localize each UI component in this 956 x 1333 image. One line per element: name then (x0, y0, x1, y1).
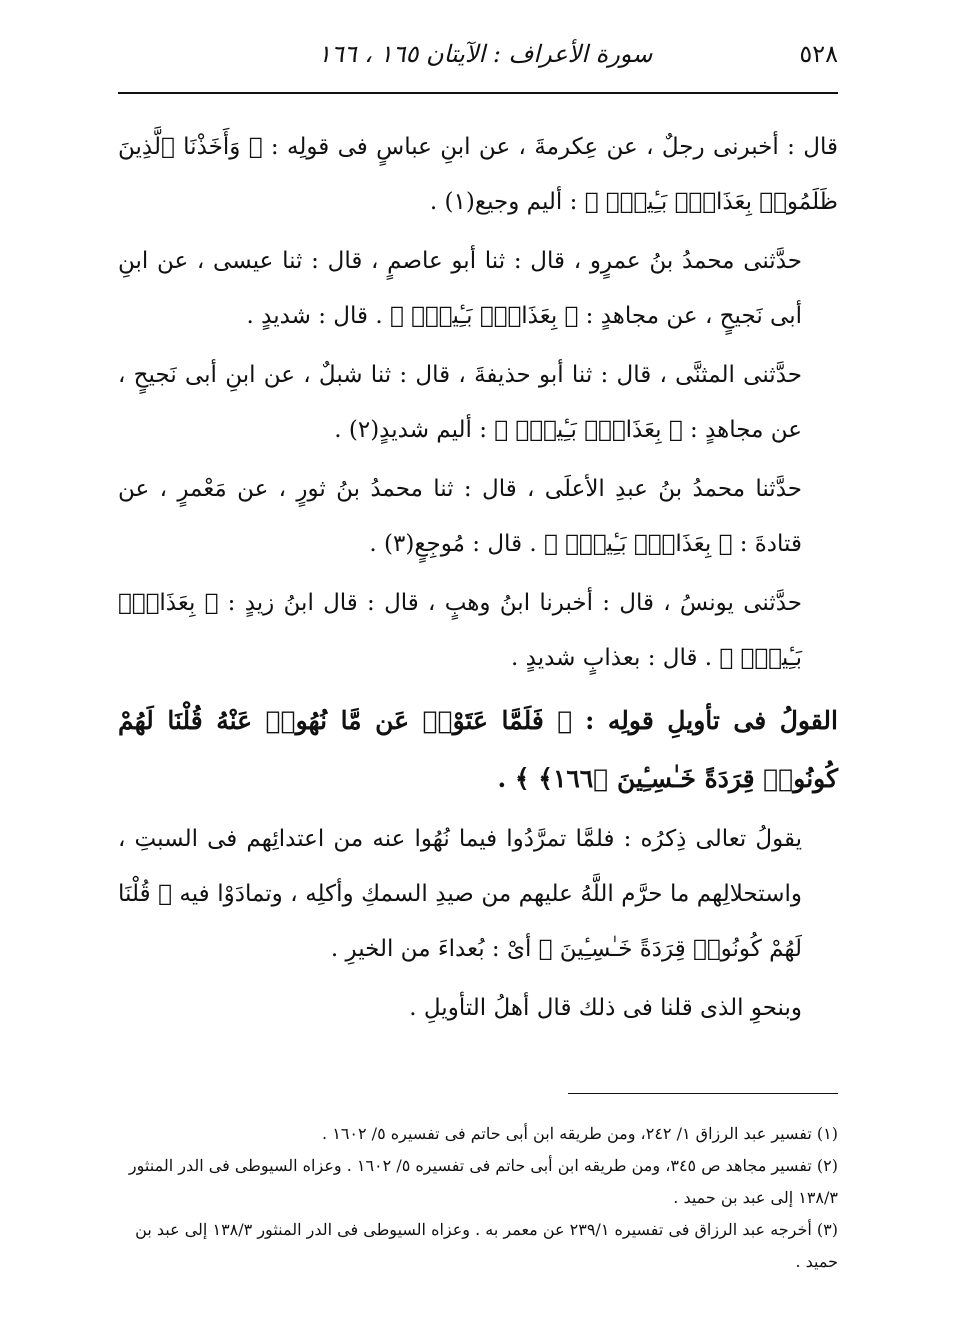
paragraph-2: حدَّثنى محمدُ بنُ عمرٍو ، قال : ثنا أبو عاصمٍ ، قال : ثنا عيسى ، عن ابنِ أبى نَجيحٍ ، عن مجاهدٍ : ﴿ بِعَذَابٍۭ بَـِٔيسٍۭ ﴾ . قال : شديدٍ . (118, 248, 802, 329)
section-heading (118, 692, 838, 808)
page-number: ٥٢٨ (799, 40, 838, 68)
footnote-rule (568, 1093, 838, 1094)
heading-verse: ﴿ فَلَمَّا عَتَوْا۟ عَن مَّا نُهُوا۟ عَنْهُ قُلْنَا لَهُمْ كُونُوا۟ قِرَدَةً خَـٰسِـِٔينَ ﴿١٦٦﴾ ﴾ . (118, 706, 838, 793)
commentary-1: يقولُ تعالى ذِكرُه : فلمَّا تمرَّدُوا فيما نُهُوا عنه من اعتدائِهم فى السبتِ ، واستحلالِهم ما حرَّم اللَّهُ عليهم من صيدِ السمكِ وأكلِه ، وتمادَوْا فيه ﴿ قُلْنَا لَهُمْ كُونُوا۟ قِرَدَةً خَـٰسِـِٔينَ ﴾ أىْ : بُعداءَ من الخيرِ . (118, 826, 802, 962)
paragraph-5: حدَّثنى يونسُ ، قال : أخبرنا ابنُ وهبٍ ، قال : قال ابنُ زيدٍ : ﴿ بِعَذَابٍۭ بَـِٔيسٍۭ ﴾ . قال : بعذابٍ شديدٍ . (118, 590, 802, 671)
footnotes (110, 1118, 838, 1278)
header-rule (118, 92, 838, 94)
footnote-1: (١) تفسير عبد الرزاق ١/ ٢٤٢، ومن طريقه ابن أبى حاتم فى تفسيره ٥/ ١٦٠٢ . (322, 1124, 838, 1143)
paragraph-1: قال : أخبرنى رجلٌ ، عن عِكرمةَ ، عن ابنِ عباسٍ فى قولِه : ﴿ وَأَخَذْنَا ٱلَّذِينَ ظَلَمُوا۟ بِعَذَابٍۭ بَـِٔيسٍۭ ﴾ : أليم وجيع(١) . (118, 134, 838, 215)
footnote-3: (٣) أخرجه عبد الرزاق فى تفسيره ٢٣٩/١ عن معمر به . وعزاه السيوطى فى الدر المنثور ١٣٨/٣ إلى عبد بن حميد . (135, 1220, 838, 1271)
heading-lead: القولُ فى تأويلِ قولِه : (585, 706, 838, 735)
running-title: سورة الأعراف : الآيتان ١٦٥ ، ١٦٦ (318, 40, 653, 68)
footnote-2: (٢) تفسير مجاهد ص ٣٤٥، ومن طريقه ابن أبى حاتم فى تفسيره ٥/ ١٦٠٢ . وعزاه السيوطى فى الدر المنثور ١٣٨/٣ إلى عبد بن حميد . (128, 1156, 838, 1207)
paragraph-3: حدَّثنى المثنَّى ، قال : ثنا أبو حذيفةَ ، قال : ثنا شبلٌ ، عن ابنِ أبى نَجيحٍ ، عن مجاهدٍ : ﴿ بِعَذَابٍۭ بَـِٔيسٍۭ ﴾ : أليم شديدٍ(٢) . (118, 362, 802, 443)
commentary-2: وبنحوِ الذى قلنا فى ذلك قال أهلُ التأويلِ . (409, 995, 802, 1021)
main-text (118, 120, 838, 1040)
page-header (118, 40, 838, 80)
paragraph-4: حدَّثنا محمدُ بنُ عبدِ الأعلَى ، قال : ثنا محمدُ بنُ ثورٍ ، عن مَعْمرٍ ، عن قتادةَ : ﴿ بِعَذَابٍۭ بَـِٔيسٍۭ ﴾ . قال : مُوجِعٍ(٣) . (118, 476, 802, 557)
